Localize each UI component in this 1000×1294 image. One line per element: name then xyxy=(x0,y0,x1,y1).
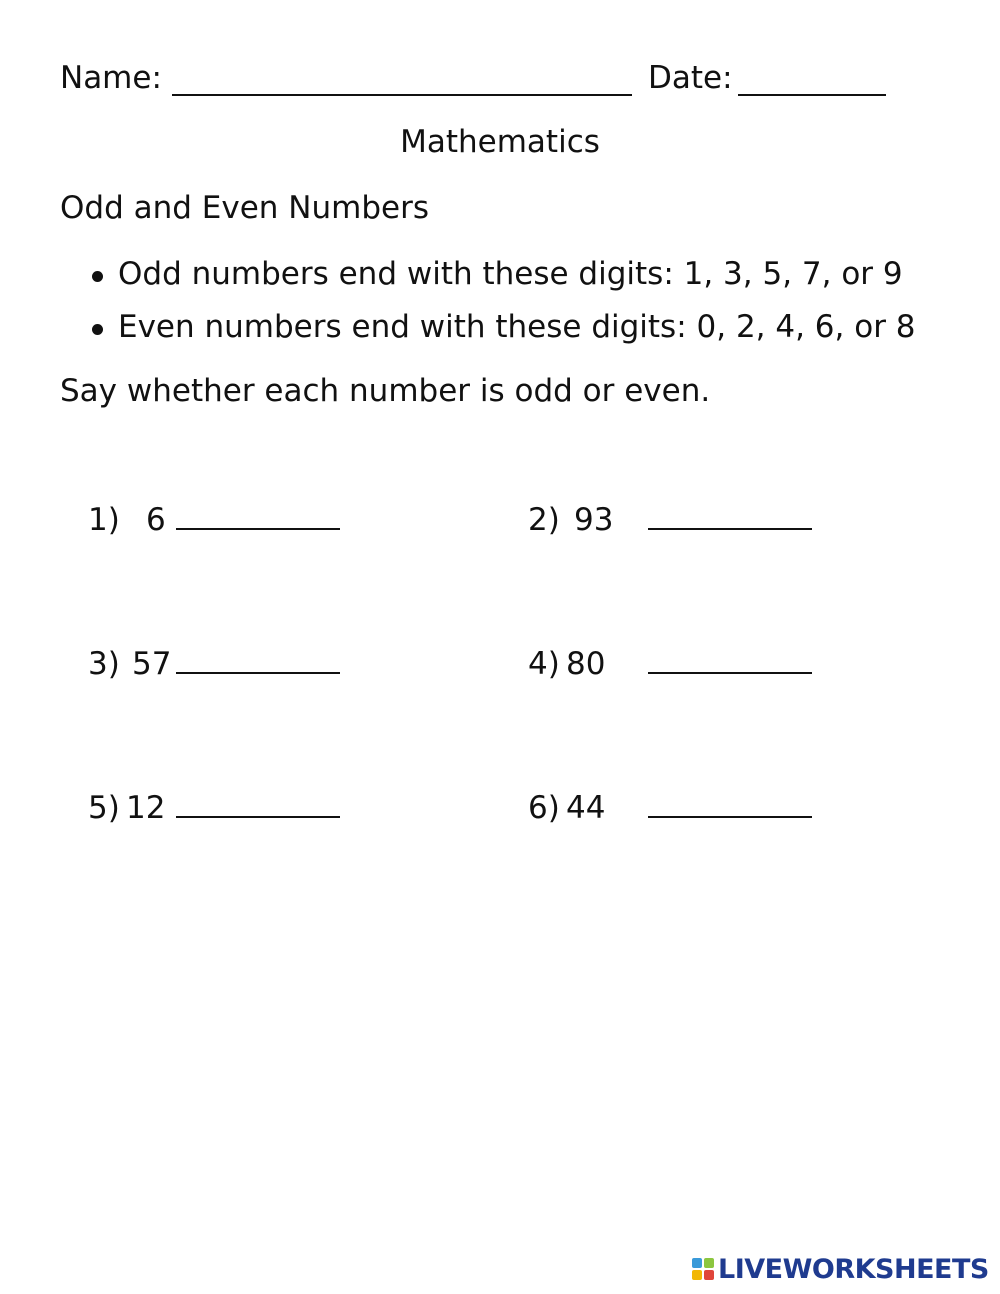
answer-input-line[interactable] xyxy=(648,816,812,818)
question-value: 57 xyxy=(132,646,172,682)
logo-square xyxy=(704,1270,714,1280)
question-number: 3) xyxy=(88,646,120,682)
question-number: 6) xyxy=(528,790,560,826)
date-input-line[interactable] xyxy=(738,68,886,96)
liveworksheets-logo-icon xyxy=(692,1258,714,1280)
date-label: Date: xyxy=(648,60,733,96)
question-number: 5) xyxy=(88,790,120,826)
logo-square xyxy=(704,1258,714,1268)
answer-input-line[interactable] xyxy=(176,672,340,674)
liveworksheets-watermark xyxy=(692,1254,989,1284)
liveworksheets-wordmark: LIVEWORKSHEETS xyxy=(718,1253,989,1285)
answer-input-line[interactable] xyxy=(176,816,340,818)
answer-input-line[interactable] xyxy=(648,528,812,530)
answer-input-line[interactable] xyxy=(648,672,812,674)
logo-square xyxy=(692,1258,702,1268)
question-number: 2) xyxy=(528,502,560,538)
instruction-text: Say whether each number is odd or even. xyxy=(60,373,711,409)
rule-text: Odd numbers end with these digits: 1, 3, 5, 7, or 9 xyxy=(118,256,903,292)
question-value: 80 xyxy=(566,646,606,682)
question-value: 6 xyxy=(146,502,166,538)
bullet-icon xyxy=(92,271,103,282)
bullet-icon xyxy=(92,324,103,335)
question-number: 1) xyxy=(88,502,120,538)
name-input-line[interactable] xyxy=(172,68,632,96)
name-label: Name: xyxy=(60,60,162,96)
question-value: 93 xyxy=(574,502,614,538)
answer-input-line[interactable] xyxy=(176,528,340,530)
page-title: Mathematics xyxy=(400,124,600,160)
logo-square xyxy=(692,1270,702,1280)
question-value: 12 xyxy=(126,790,166,826)
question-number: 4) xyxy=(528,646,560,682)
header-row xyxy=(60,60,890,100)
rule-text: Even numbers end with these digits: 0, 2, 4, 6, or 8 xyxy=(118,309,916,345)
section-heading: Odd and Even Numbers xyxy=(60,190,429,226)
question-value: 44 xyxy=(566,790,606,826)
